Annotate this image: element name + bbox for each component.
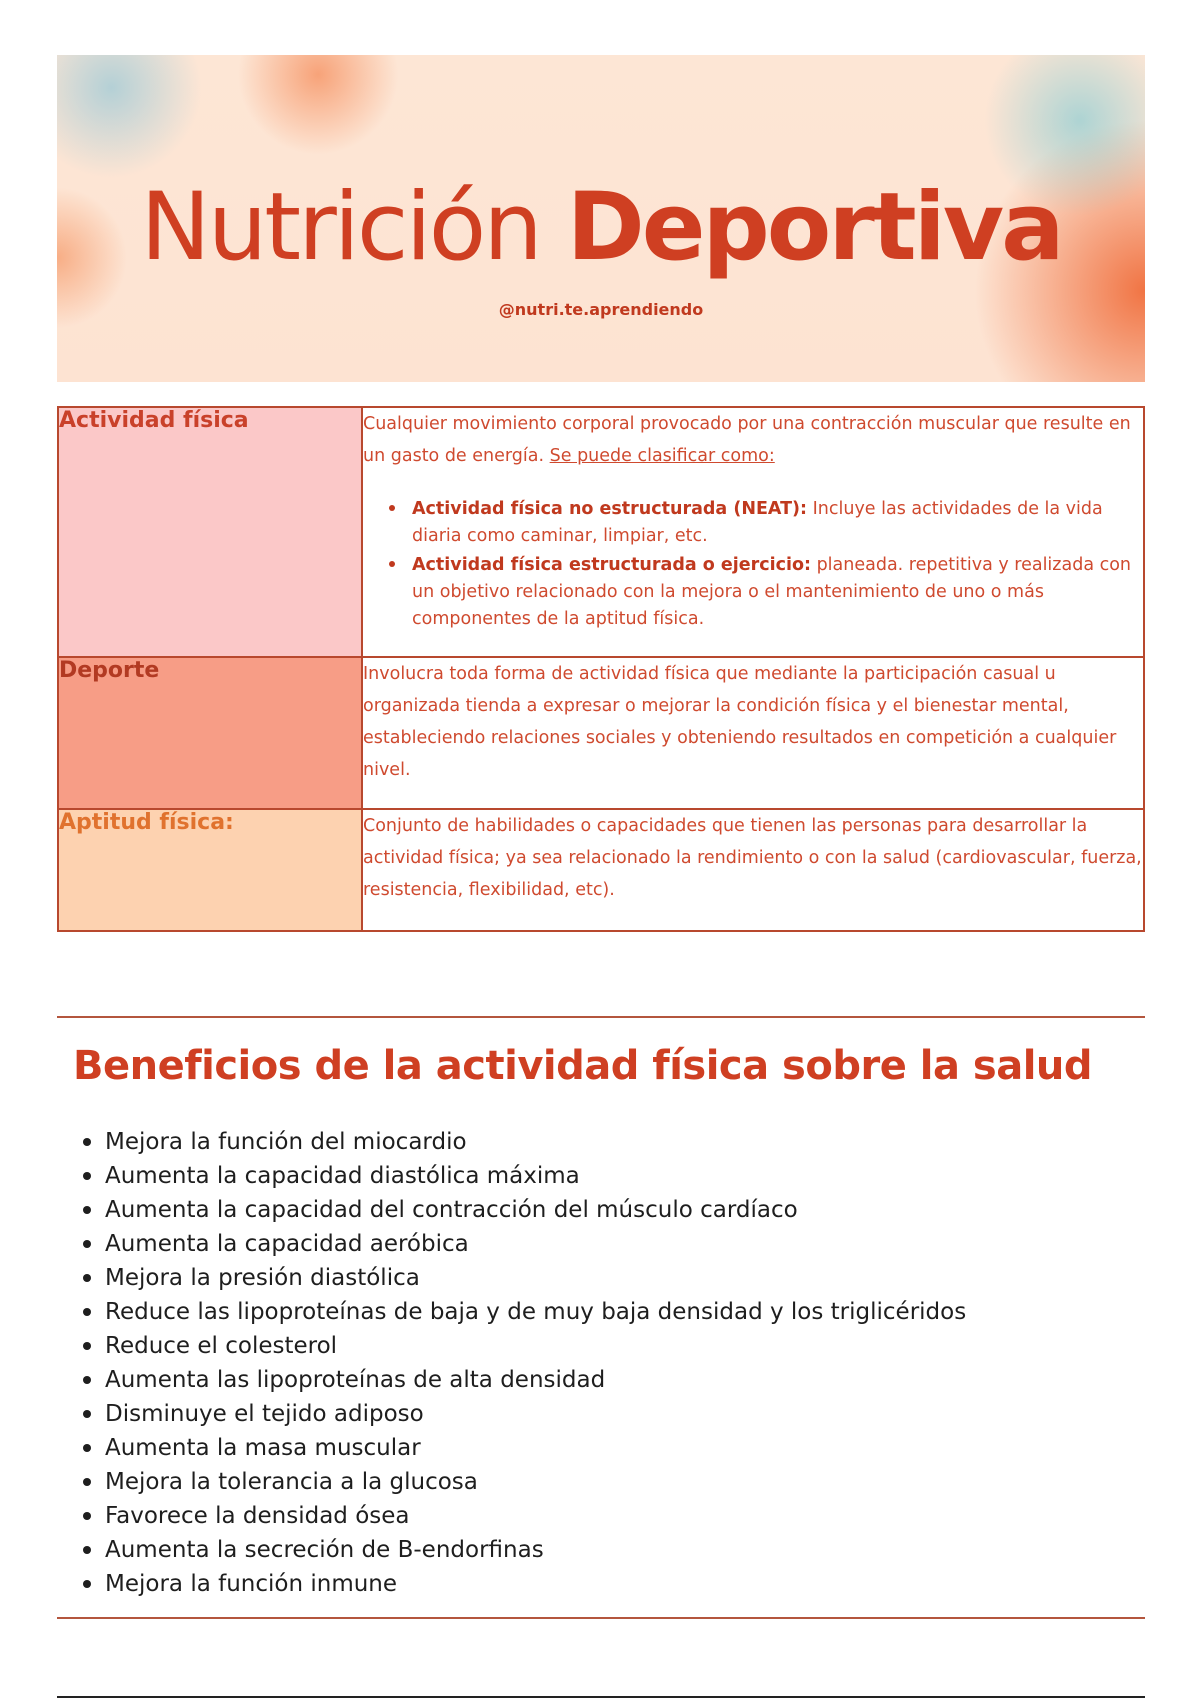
definition-row [58,657,1144,809]
description-cell [362,407,1144,657]
description-cell: Involucra toda forma de actividad física que mediante la participación casual u organizada tienda a expresar o mejorar la condición física y el bienestar mental, estableciendo relaciones sociales y obteniendo resultados en competición a cualquier nivel. [362,657,1144,809]
list-item: • Disminuye el tejido adiposo [105,1397,966,1431]
title-light: Nutrición [140,173,540,282]
list-item: • Aumenta la capacidad aeróbica [105,1227,966,1261]
divider [57,1617,1145,1619]
divider [57,1016,1145,1018]
list-item-heading: Actividad física no estructurada (NEAT): [412,499,808,519]
list-item: • Aumenta la masa muscular [105,1431,966,1465]
definition-row [58,809,1144,931]
header-banner [57,55,1145,382]
list-item: • Mejora la presión diastólica [105,1261,966,1295]
definition-row [58,407,1144,657]
description-text: Cualquier movimiento corporal provocado por una contracción muscular que resulte en un gasto de energía. [363,414,1131,466]
list-item: • Aumenta la capacidad del contracción del músculo cardíaco [105,1193,966,1227]
benefits-title: Beneficios de la actividad física sobre la salud [73,1043,1093,1089]
page-title [57,173,1145,283]
list-item: • Mejora la función inmune [105,1567,966,1601]
term-cell: Actividad física [58,407,362,657]
classification-list [363,494,1143,633]
title-bold: Deportiva [566,173,1062,282]
list-item: • Aumenta la secreción de B-endorfinas [105,1533,966,1567]
classification-link: Se puede clasificar como: [549,446,775,466]
list-item: • Aumenta la capacidad diastólica máxima [105,1159,966,1193]
list-item-text: planeada. repetitiva y realizada con un objetivo relacionado con la mejora o el mantenimiento de uno o más componentes de la aptitud física. [412,555,1132,629]
list-item: • Mejora la tolerancia a la glucosa [105,1465,966,1499]
list-item-text: Incluye las actividades de la vida diaria como caminar, limpiar, etc. [412,499,1103,546]
list-item [408,494,1143,550]
list-item: • Reduce las lipoproteínas de baja y de muy baja densidad y los triglicéridos [105,1295,966,1329]
list-item: • Aumenta las lipoproteínas de alta densidad [105,1363,966,1397]
list-item [408,550,1143,633]
term-cell: Deporte [58,657,362,809]
list-item: • Mejora la función del miocardio [105,1125,966,1159]
page-bottom-border [57,1696,1145,1698]
list-item: • Reduce el colesterol [105,1329,966,1363]
term-cell: Aptitud física: [58,809,362,931]
description-cell: Conjunto de habilidades o capacidades que tienen las personas para desarrollar la actividad física; ya sea relacionado la rendimiento o con la salud (cardiovascular, fuerza, resistencia, flexibilidad, etc). [362,809,1144,931]
author-handle: @nutri.te.aprendiendo [498,300,704,319]
list-item-heading: Actividad física estructurada o ejercicio: [412,555,811,575]
list-item: • Favorece la densidad ósea [105,1499,966,1533]
benefits-list [73,1125,966,1601]
definitions-table [57,406,1145,932]
